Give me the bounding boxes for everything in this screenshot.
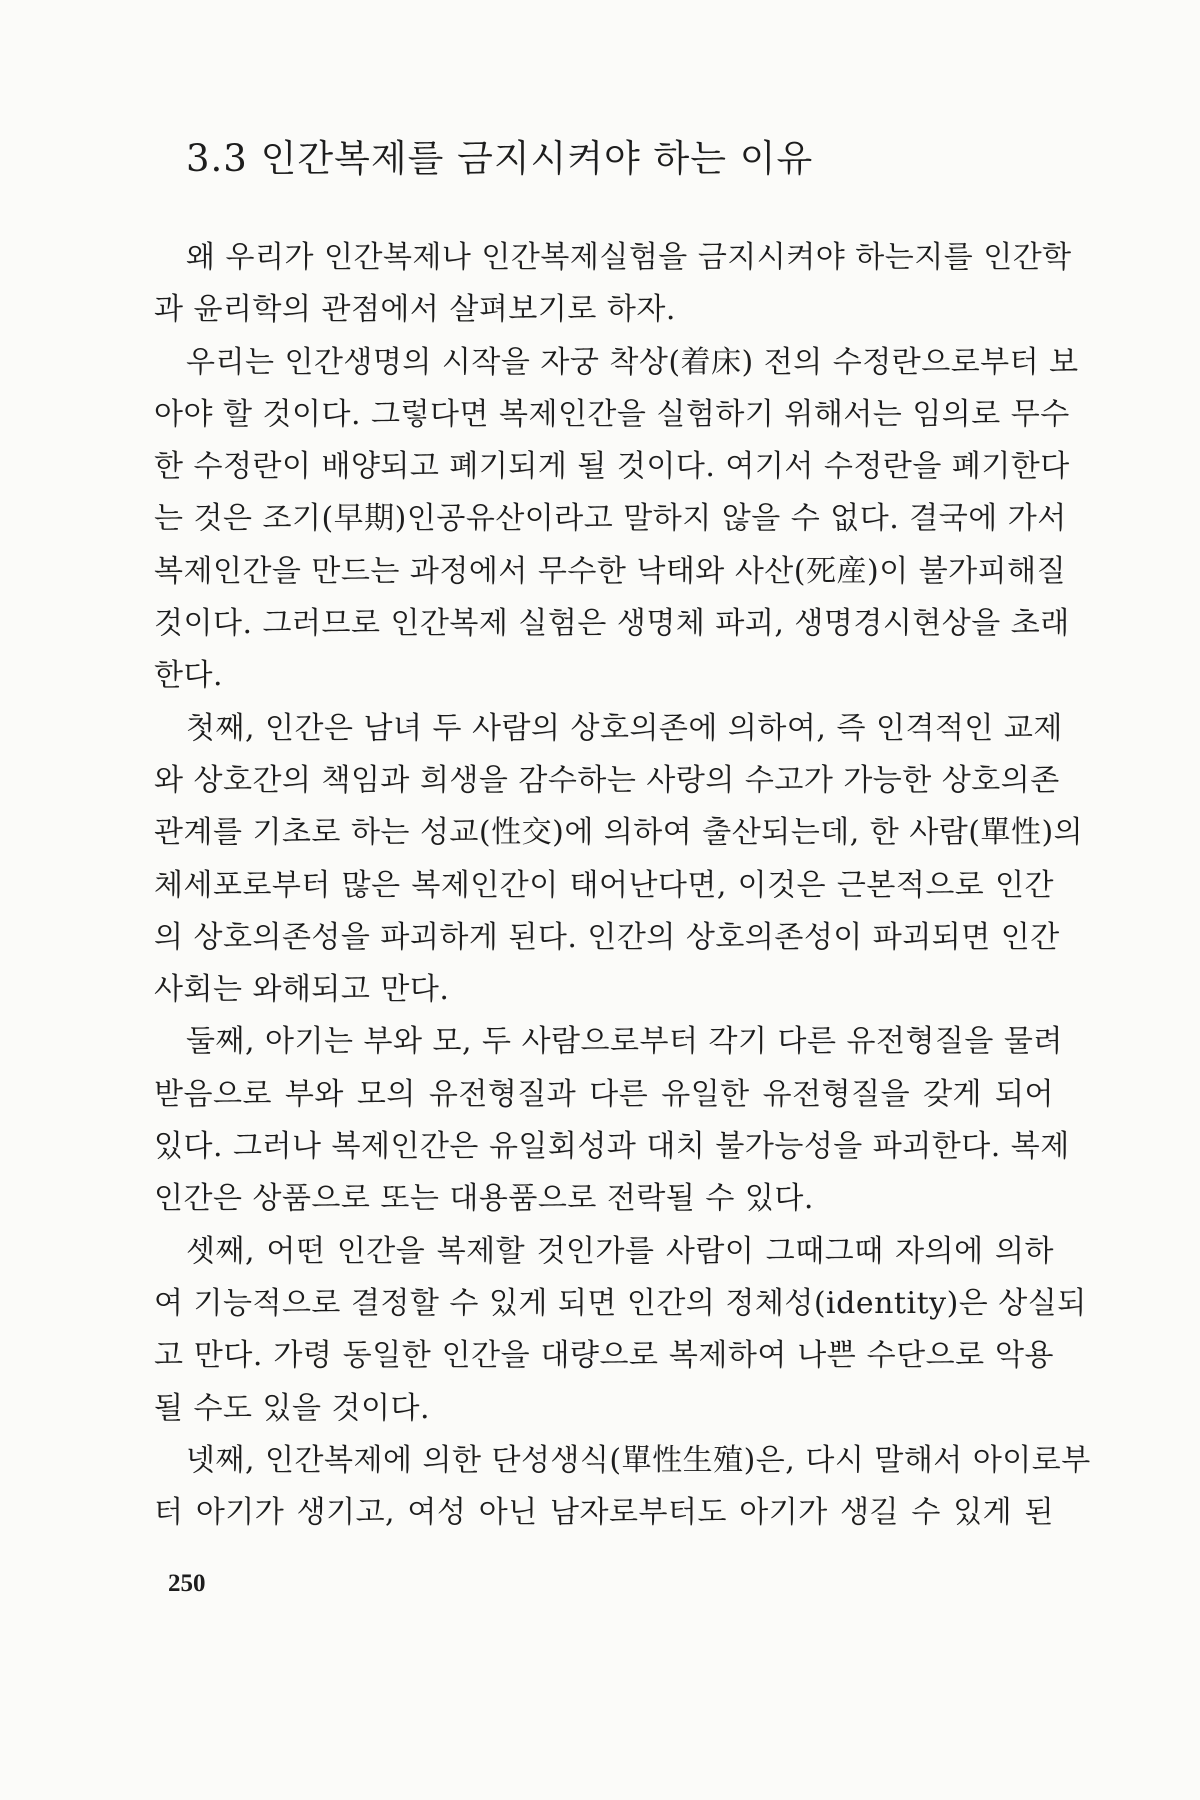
text-line: 받음으로 부와 모의 유전형질과 다른 유일한 유전형질을 갖게 되어	[154, 1076, 1054, 1112]
text-line: 여 기능적으로 결정할 수 있게 되면 인간의 정체성(identity)은 상실되	[154, 1285, 1087, 1321]
text-line: 한다.	[154, 658, 223, 694]
text-line: 사회는 와해되고 만다.	[154, 972, 450, 1008]
text-line: 넷째, 인간복제에 의한 단성생식(單性生殖)은, 다시 말해서 아이로부	[186, 1442, 1091, 1478]
text-line: 있다. 그러나 복제인간은 유일회성과 대치 불가능성을 파괴한다. 복제	[154, 1129, 1070, 1165]
text-line: 우리는 인간생명의 시작을 자궁 착상(着床) 전의 수정란으로부터 보	[186, 344, 1079, 380]
text-line: 복제인간을 만드는 과정에서 무수한 낙태와 사산(死産)이 불가피해질	[154, 553, 1067, 589]
page-number: 250	[168, 1570, 206, 1597]
text-line: 첫째, 인간은 남녀 두 사람의 상호의존에 의하여, 즉 인격적인 교제	[186, 710, 1063, 746]
text-line: 관계를 기초로 하는 성교(性交)에 의하여 출산되는데, 한 사람(單性)의	[154, 815, 1084, 851]
text-line: 둘째, 아기는 부와 모, 두 사람으로부터 각기 다른 유전형질을 물려	[186, 1024, 1063, 1060]
text-line: 체세포로부터 많은 복제인간이 태어난다면, 이것은 근본적으로 인간	[154, 867, 1054, 903]
text-line: 아야 할 것이다. 그렇다면 복제인간을 실험하기 위해서는 임의로 무수	[154, 396, 1070, 432]
text-line: 고 만다. 가령 동일한 인간을 대량으로 복제하여 나쁜 수단으로 악용	[154, 1338, 1054, 1374]
text-line: 과 윤리학의 관점에서 살펴보기로 하자.	[154, 292, 676, 328]
text-line: 터 아기가 생기고, 여성 아닌 남자로부터도 아기가 생길 수 있게 된	[154, 1495, 1054, 1531]
section-title: 3.3 인간복제를 금지시켜야 하는 이유	[186, 137, 814, 180]
body-text	[154, 232, 1091, 1539]
text-line: 인간은 상품으로 또는 대용품으로 전락될 수 있다.	[154, 1181, 814, 1217]
text-line: 셋째, 어떤 인간을 복제할 것인가를 사람이 그때그때 자의에 의하	[186, 1233, 1054, 1269]
text-line: 한 수정란이 배양되고 폐기되게 될 것이다. 여기서 수정란을 폐기한다	[154, 449, 1070, 485]
text-line: 될 수도 있을 것이다.	[154, 1390, 430, 1426]
text-line: 의 상호의존성을 파괴하게 된다. 인간의 상호의존성이 파괴되면 인간	[154, 919, 1060, 955]
text-line: 와 상호간의 책임과 희생을 감수하는 사랑의 수고가 가능한 상호의존	[154, 762, 1060, 798]
text-line: 왜 우리가 인간복제나 인간복제실험을 금지시켜야 하는지를 인간학	[186, 240, 1072, 275]
text-line: 는 것은 조기(早期)인공유산이라고 말하지 않을 수 없다. 결국에 가서	[154, 501, 1067, 537]
text-line: 것이다. 그러므로 인간복제 실험은 생명체 파괴, 생명경시현상을 초래	[154, 606, 1070, 642]
